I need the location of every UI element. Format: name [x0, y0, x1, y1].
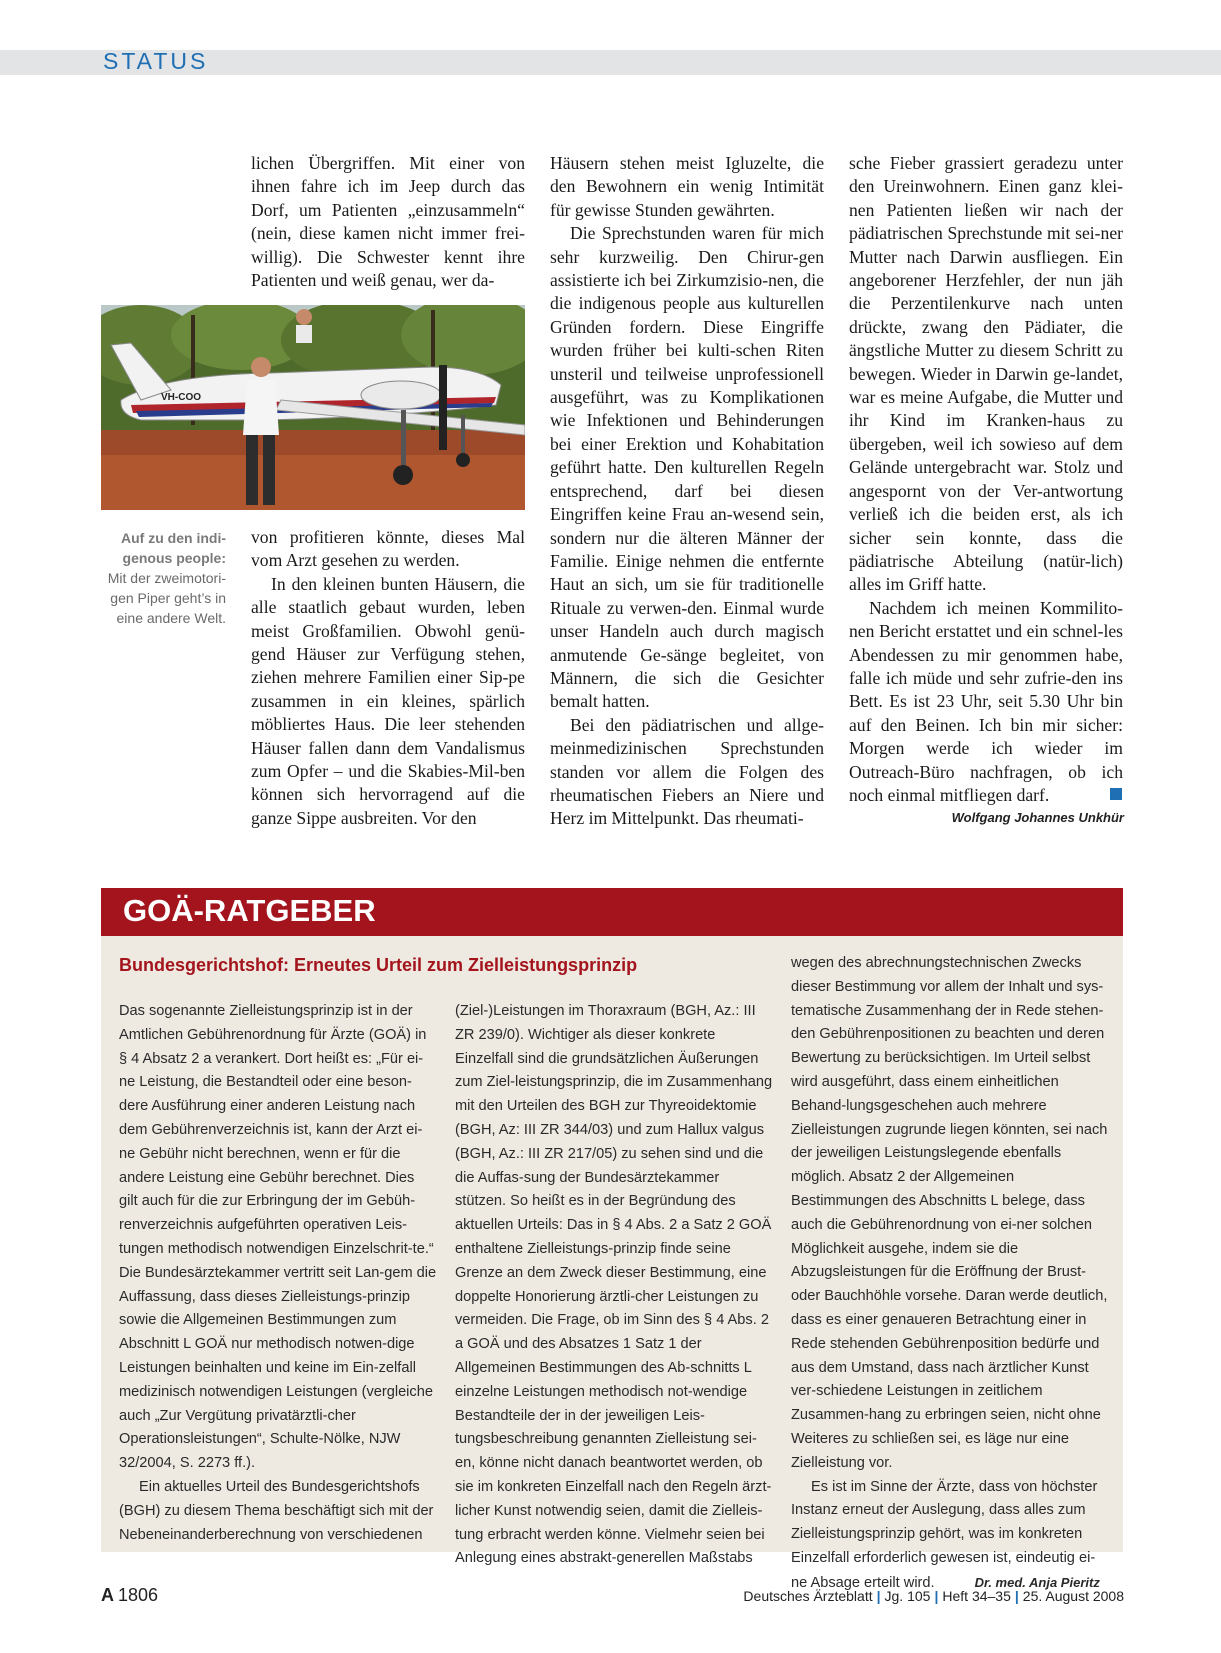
journal-issue: Heft 34–35: [942, 1588, 1011, 1604]
airplane-photo: [101, 305, 525, 510]
info-box-author: Dr. med. Anja Pieritz: [974, 1574, 1100, 1590]
page-number-value: 1806: [118, 1585, 159, 1605]
separator: |: [1014, 1588, 1019, 1604]
section-label: STATUS: [103, 48, 209, 74]
paragraph: lichen Übergriffen. Mit einer von ihnen fahre ich im Jeep durch das Dorf, um Patienten „einzusammeln“ (nein, diese kamen nicht immer frei-willig). Die Schwester kennt ihre Patienten und weiß genau, wer da-: [251, 153, 525, 291]
journal-name: Deutsches Ärzteblatt: [743, 1588, 873, 1604]
paragraph: Bei den pädiatrischen und allge-meinmedizinischen Sprechstunden standen vor allem die Folgen des rheumatischen Fiebers an Niere und Herz im Mittelpunkt. Das rheumati-: [550, 714, 824, 829]
paragraph-text: Es ist im Sinne der Ärzte, dass von höchster Instanz erneut der Auslegung, dass alles zum Zielleistungsprinzip gehört, was im konkreten Einzelfall erforderlich gewesen ist, eindeutig ei-ne Absage erteilt wird.: [791, 1478, 1098, 1591]
paragraph: [791, 1476, 1109, 1596]
paragraph: Die Sprechstunden waren für mich sehr kurzweilig. Den Chirur-gen assistierte ich bei Zirkumzisio-nen, die die indigenous people aus kulturellen Gründen fordern. Diese Eingriffe wurden früher bei kulti-schen Riten unsteril und teilweise unprofessionell ausgeführt, was zu Komplikationen wie Infektionen und Behinderungen bei einer Erektion und Kohabitation geführt hatte. Den kulturellen Regeln entsprechend, darf bei diesen Eingriffen keine Frau an-wesend sein, sondern nur die älteren Männer der Familie. Einige nehmen die entfernte Haut an sich, um sie für traditionelle Rituale zu verwen-den. Einmal wurde unser Handeln auch durch magisch anmutende Ge-sänge begleitet, von Männern, die sich die Gesichter bemalt hatten.: [550, 223, 824, 712]
paragraph: Häusern stehen meist Igluzelte, die den Bewohnern ein wenig Intimität für gewisse Stunden gewährten.: [550, 153, 824, 220]
photo-caption: [100, 528, 226, 628]
article-column-1-top: [251, 152, 525, 292]
journal-info: [743, 1588, 1124, 1604]
caption-title: Auf zu den indi-genous people:: [121, 530, 226, 566]
article-column-2: [550, 152, 824, 831]
separator: |: [934, 1588, 939, 1604]
page-letter: A: [101, 1585, 114, 1605]
paragraph: In den kleinen bunten Häusern, die alle staatlich gebaut wurden, leben meist Großfamilien. Obwohl genü-gend Häuser zur Verfügung stehen, ziehen mehrere Familien einer Sip-pe zusammen in ein kleines, spärlich möbliertes Haus. Die leer stehenden Häuser fallen dann dem Vandalismus zum Opfer – und die Skabies-Mil-ben können sich hervorragend auf die ganze Sippe ausbreiten. Vor den: [251, 573, 525, 828]
paragraph: (Ziel-)Leistungen im Thoraxraum (BGH, Az.: III ZR 239/0). Wichtiger als dieser konkrete Einzelfall sind die grundsätzlichen Äußerungen zum Ziel-leistungsprinzip, die im Zusammenhang mit den Urteilen des BGH zur Thyreoidektomie (BGH, Az: III ZR 344/03) und zum Hallux valgus (BGH, Az.: III ZR 217/05) zu sehen sind und die die Auffas-sung der Bundesärztekammer stützen. So heißt es in der Begründung des aktuellen Urteils: Das in § 4 Abs. 2 a Satz 2 GOÄ enthaltene Zielleistungs-prinzip finde seine Grenze an dem Zweck dieser Bestimmung, eine doppelte Honorierung ärztli-cher Leistungen zu vermeiden. Die Frage, ob im Sinn des § 4 Abs. 2 a GOÄ und des Absatzes 1 Satz 1 der Allgemeinen Bestimmungen des Ab-schnitts L einzelne Leistungen methodisch not-wendige Bestandteile der in der jeweiligen Leis-tungsbeschreibung genannten Zielleistung sei-en, könne nicht danach beantwortet werden, ob sie im konkreten Einzelfall nach den Regeln ärzt-licher Kunst notwendig seien, damit die Zielleis-tung erbracht werden könne. Vielmehr seien bei Anlegung eines abstrakt-generellen Maßstabs: [455, 1003, 773, 1567]
caption-text: Mit der zweimotori-gen Piper geht’s in eine andere Welt.: [107, 570, 226, 626]
article-column-3: [849, 152, 1123, 807]
info-box-title: GOÄ-RATGEBER: [123, 893, 376, 928]
info-box-subtitle: Bundesgerichtshof: Erneutes Urteil zum Zielleistungsprinzip: [119, 955, 638, 975]
end-of-article-mark: [1110, 788, 1122, 800]
paragraph: von profitieren könnte, dieses Mal vom Arzt gesehen zu werden.: [251, 527, 525, 571]
info-box-column-3: [791, 952, 1109, 1596]
info-box-column-2: [455, 1000, 773, 1571]
page-number: [101, 1585, 158, 1606]
journal-date: 25. August 2008: [1022, 1588, 1124, 1604]
paragraph: sche Fieber grassiert geradezu unter den Ureinwohnern. Einen ganz klei-nen Patienten ließen wir nach der pädiatrischen Sprechstunde mit sei-ner Mutter nach Darwin ausfliegen. Ein angeborener Herzfehler, der nun jäh die Perzentilenkurve nach unten drückte, zwang den Pädiater, die ängstliche Mutter zu diesem Schritt zu bewegen. Wieder in Darwin ge-landet, war es meine Aufgabe, die Mutter und ihr Kind im Kranken-haus zu übergeben, weil ich sowieso auf dem Gelände untergebracht war. Stolz und angespornt von der Ver-antwortung verließ ich die beiden erst, als ich sicher sein konnte, dass die pädiatrische Abteilung (natür-lich) alles im Griff hatte.: [849, 153, 1123, 595]
paragraph: Nachdem ich meinen Kommilito-nen Bericht erstattet und ein schnel-les Abendessen zu mir genommen habe, falle ich müde und sehr zufrie-den ins Bett. Es ist 23 Uhr, seit 5.30 Uhr bin auf den Beinen. Ich bin mir sicher: Morgen werde ich wieder im Outreach-Büro nachfragen, ob ich noch einmal mitfliegen darf.: [849, 597, 1123, 805]
paragraph: Ein aktuelles Urteil des Bundesgerichtshofs (BGH) zu diesem Thema beschäftigt sich mit der Nebeneinanderberechnung von verschiedenen: [119, 1478, 434, 1543]
journal-volume: Jg. 105: [884, 1588, 931, 1604]
paragraph: wegen des abrechnungstechnischen Zwecks dieser Bestimmung vor allem der Inhalt und sys-tematische Zusammenhang der in Rede stehen-den Gebührenpositionen zu beachten und deren Bewertung zu berücksichtigen. Im Urteil selbst wird ausgeführt, dass einem einheitlichen Behand-lungsgeschehen auch mehrere Zielleistungen zugrunde liegen könnten, sei nach der jeweiligen Leistungslegende ebenfalls möglich. Absatz 2 der Allgemeinen Bestimmungen des Abschnitts L belege, dass auch die Gebührenordnung von ei-ner solchen Möglichkeit ausgehe, indem sie die Abzugsleistungen für die Eröffnung der Brust- oder Bauchhöhle vorsehe. Daran werde deutlich, dass es einer genaueren Betrachtung einer in Rede stehenden Gebührenposition bedürfe und aus dem Umstand, dass nach ärztlicher Kunst ver-schiedene Leistungen in zeitlichem Zusammen-hang zu erbringen seien, nicht ohne Weiteres zu schließen sei, es läge nur eine Zielleistung vor.: [791, 955, 1108, 1471]
plane-registration: VH-COO: [161, 392, 201, 403]
info-box-column-1: [119, 1000, 437, 1547]
article-column-1-bottom: [251, 526, 525, 830]
airplane-photo-illustration: [101, 305, 525, 510]
paragraph: Das sogenannte Zielleistungsprinzip ist in der Amtlichen Gebührenordnung für Ärzte (GOÄ) in § 4 Absatz 2 a verankert. Dort heißt es: „Für ei-ne Leistung, die Bestandteil oder eine beson-dere Ausführung einer anderen Leistung nach dem Gebührenverzeichnis ist, kann der Arzt ei-ne Gebühr nicht berechnen, wenn er für die andere Leistung eine Gebühr berechnet. Dies gilt auch für die zur Erbringung der im Gebüh-renverzeichnis aufgeführten operativen Leis-tungen methodisch notwendigen Einzelschrit-te.“ Die Bundesärztekammer vertritt seit Lan-gem die Auffassung, dass dieses Zielleistungs-prinzip sowie die Allgemeinen Bestimmungen zum Abschnitt L GOÄ nur methodisch notwen-dige Leistungen beinhalten und keine im Ein-zelfall medizinisch notwendigen Leistungen (vergleiche auch „Zur Vergütung privatärztli-cher Operationsleistungen“, Schulte-Nölke, NJW 32/2004, S. 2273 ff.).: [119, 1003, 437, 1472]
separator: |: [876, 1588, 881, 1604]
article-author: Wolfgang Johannes Unkhür: [951, 810, 1124, 825]
